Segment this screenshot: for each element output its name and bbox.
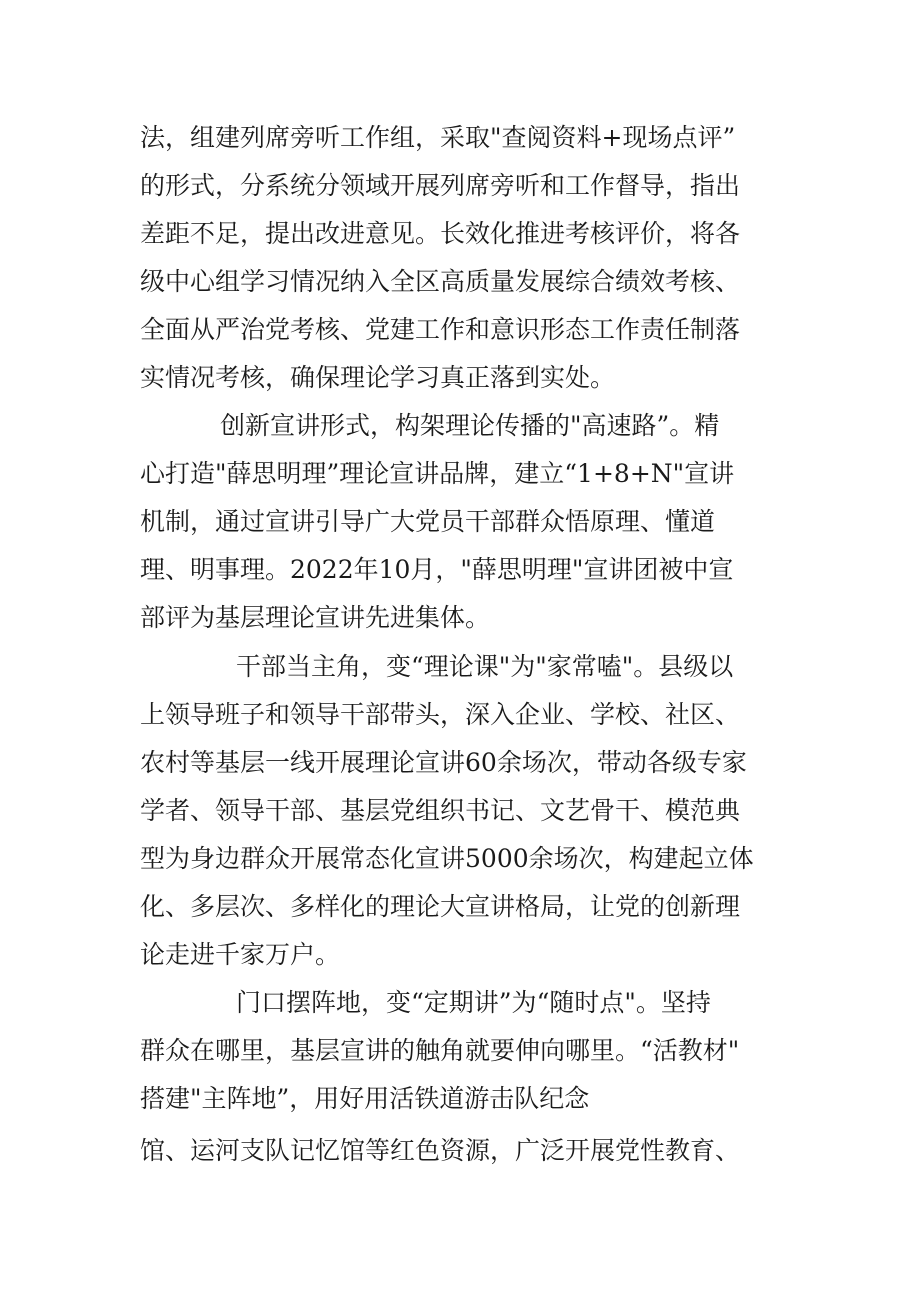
paragraph-4-line-2: 群众在哪里，基层宣讲的触角就要伸向哪里。“活教材" <box>140 1036 740 1065</box>
paragraph-1-line-6: 实情况考核，确保理论学习真正落到实处。 <box>140 363 616 392</box>
paragraph-3-line-2: 上领导班子和领导干部带头，深入企业、学校、社区、 <box>140 700 741 729</box>
paragraph-2-line-1: 创新宣讲形式，构架理论传播的"高速路”。精 <box>220 411 720 440</box>
paragraph-1-line-3: 差距不足，提出改进意见。长效化推进考核评价，将各 <box>140 219 741 248</box>
paragraph-3-line-6: 化、多层次、多样化的理论大宣讲格局，让党的创新理 <box>140 892 741 921</box>
paragraph-3-line-5: 型为身边群众开展常态化宣讲5000余场次，构建起立体 <box>140 844 754 873</box>
paragraph-2-line-3: 机制，通过宣讲引导广大党员干部群众悟原理、懂道 <box>140 507 716 536</box>
paragraph-1-line-4: 级中心组学习情况纳入全区高质量发展综合绩效考核、 <box>140 267 741 296</box>
paragraph-2-line-5: 部评为基层理论宣讲先进集体。 <box>140 603 491 632</box>
paragraph-4-line-3: 搭建"主阵地”，用好用活铁道游击队纪念 <box>140 1084 590 1113</box>
paragraph-1-line-1: 法，组建列席旁听工作组，采取"查阅资料+现场点评” <box>140 123 736 152</box>
paragraph-3-line-3: 农村等基层一线开展理论宣讲60余场次，带动各级专家 <box>140 748 747 777</box>
paragraph-1-line-5: 全面从严治党考核、党建工作和意识形态工作责任制落 <box>140 315 741 344</box>
paragraph-4-line-4: 馆、运河支队记忆馆等红色资源，广泛开展党性教育、 <box>140 1136 741 1165</box>
paragraph-3-line-1: 干部当主角，变“理论课"为"家常嗑"。县级以 <box>236 652 734 681</box>
paragraph-1-line-2: 的形式，分系统分领域开展列席旁听和工作督导，指出 <box>140 171 741 200</box>
paragraph-3-line-4: 学者、领导干部、基层党组织书记、文艺骨干、模范典 <box>140 796 741 825</box>
paragraph-4-line-1: 门口摆阵地，变“定期讲”为“随时点"。坚持 <box>236 988 711 1017</box>
paragraph-2-line-4: 理、明事理。2022年10月，"薛思明理"宣讲团被中宣 <box>140 555 734 584</box>
paragraph-3-line-7: 论走进千家万户。 <box>140 940 341 969</box>
paragraph-2-line-2: 心打造"薛思明理”理论宣讲品牌，建立“1+8+N"宣讲 <box>140 459 735 488</box>
